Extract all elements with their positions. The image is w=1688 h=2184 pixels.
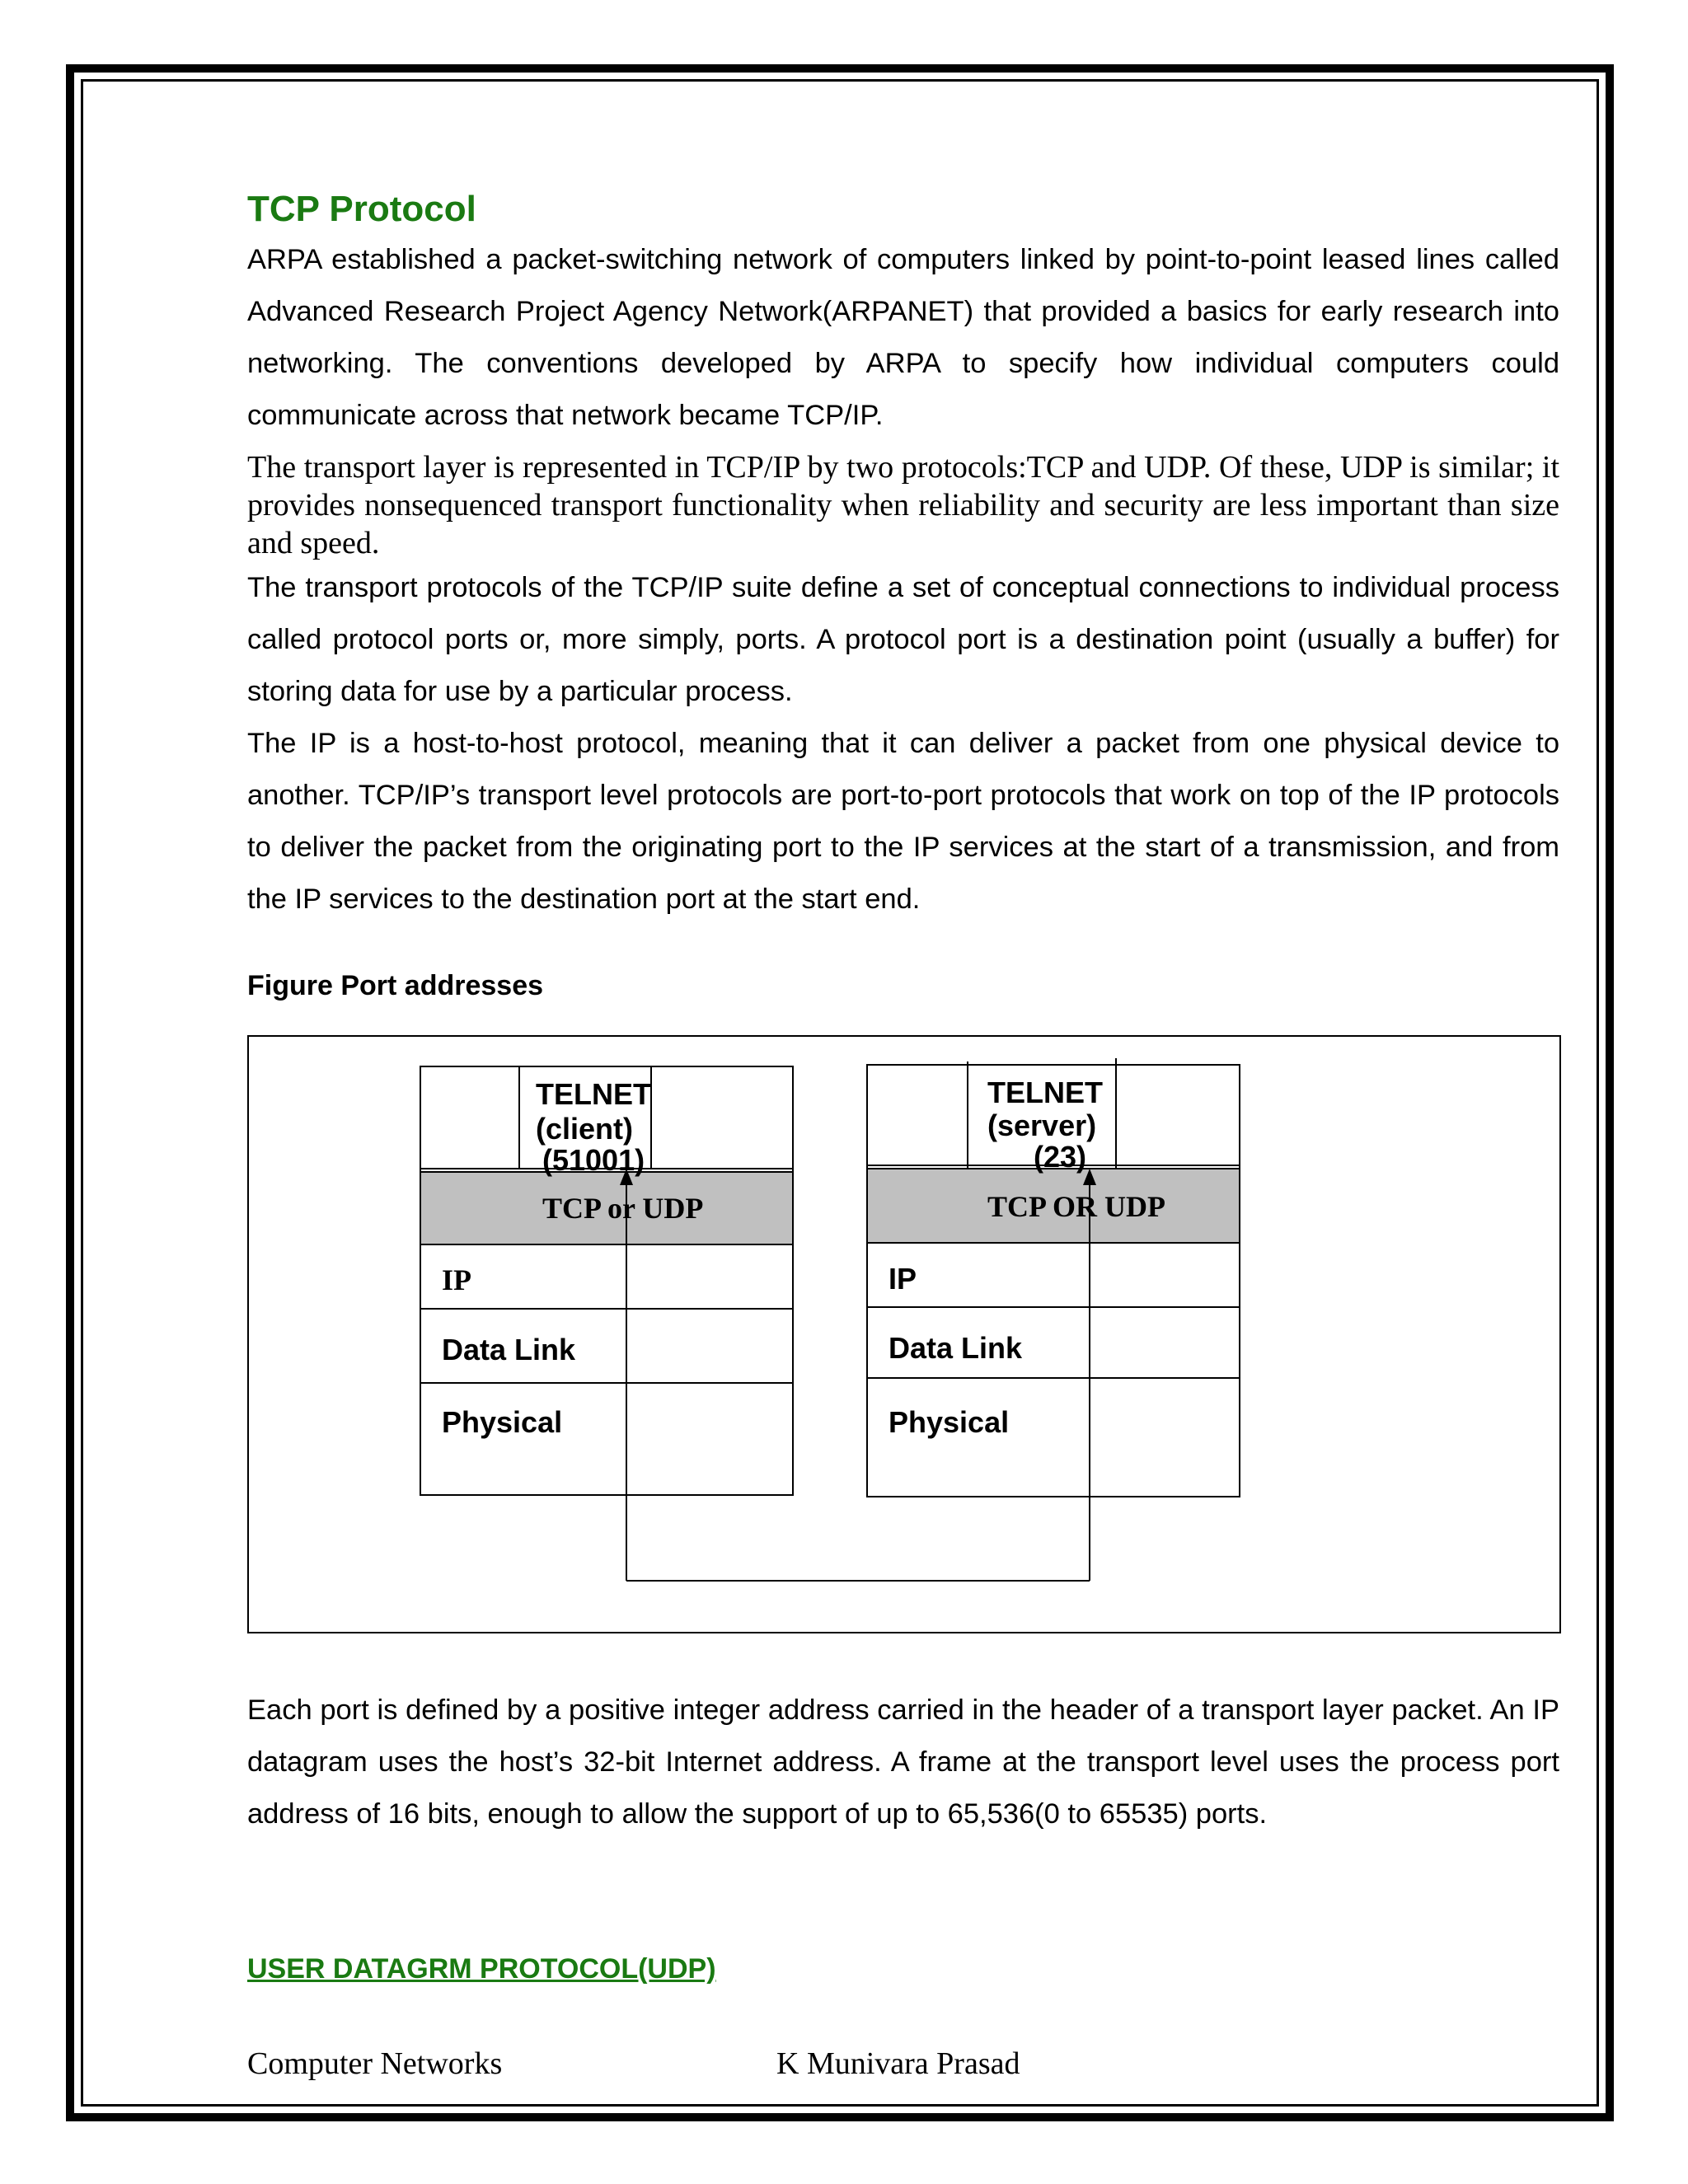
page-title: TCP Protocol	[247, 189, 476, 229]
server-stack	[867, 1058, 1240, 1581]
after-figure-content	[247, 1685, 1559, 1840]
server-port-number: (23)	[1034, 1140, 1087, 1174]
paragraph-port-address: Each port is defined by a positive integer address carried in the header of a transport layer packet. An IP datagram uses the host’s 32-bit Internet address. A frame at the transport level uses the process port address of 16 bits, enough to allow the support of up to 65,536(0 to 65535) ports.	[247, 1694, 1559, 1830]
client-app-name: TELNET	[536, 1077, 651, 1111]
server-app-role: (server)	[987, 1108, 1097, 1142]
client-app-role: (client)	[536, 1112, 634, 1146]
paragraph-transport-layer: The transport layer is represented in TCP/IP by two protocols:TCP and UDP. Of these, UDP is similar; it provides nonsequenced transport functionality when reliability and security are less important than size and speed.	[247, 450, 1559, 561]
client-port-number: (51001)	[542, 1143, 645, 1177]
udp-section-heading: USER DATAGRM PROTOCOL(UDP)	[247, 1953, 716, 1985]
footer-course-title: Computer Networks	[247, 2046, 503, 2081]
paragraph-ip: The IP is a host-to-host protocol, meaning that it can deliver a packet from one physical device to another. TCP/IP’s transport level protocols are port-to-port protocols that work on top of the IP protocols to deliver the packet from the originating port to the IP services at the start of a transmission, and from the IP services to the destination port at the start end.	[247, 728, 1559, 916]
client-datalink-label: Data Link	[442, 1333, 576, 1366]
server-physical-label: Physical	[889, 1405, 1010, 1439]
paragraph-ports: The transport protocols of the TCP/IP suite define a set of conceptual connections to individual process called protocol ports or, more simply, ports. A protocol port is a destination point (usually a buffer) for storing data for use by a particular process.	[247, 572, 1559, 708]
port-diagram	[249, 1037, 1559, 1632]
client-transport-label: TCP or UDP	[542, 1192, 704, 1225]
client-ip-label: IP	[442, 1263, 471, 1296]
figure-caption: Figure Port addresses	[247, 970, 544, 1002]
server-app-name: TELNET	[987, 1076, 1103, 1109]
paragraph-arpa: ARPA established a packet-switching network of computers linked by point-to-point leased lines called Advanced Research Project Agency Network(ARPANET) that provided a basics for early research into networking. The conventions developed by ARPA to specify how individual computers could communicate across that network became TCP/IP.	[247, 244, 1559, 432]
footer-author: K Munivara Prasad	[776, 2046, 1020, 2081]
client-physical-label: Physical	[442, 1405, 563, 1439]
client-stack	[420, 1066, 793, 1581]
figure-port-addresses	[247, 1035, 1561, 1633]
server-datalink-label: Data Link	[889, 1331, 1023, 1365]
main-content	[247, 190, 1559, 1002]
server-transport-label: TCP OR UDP	[987, 1190, 1165, 1223]
server-ip-label: IP	[889, 1262, 917, 1296]
